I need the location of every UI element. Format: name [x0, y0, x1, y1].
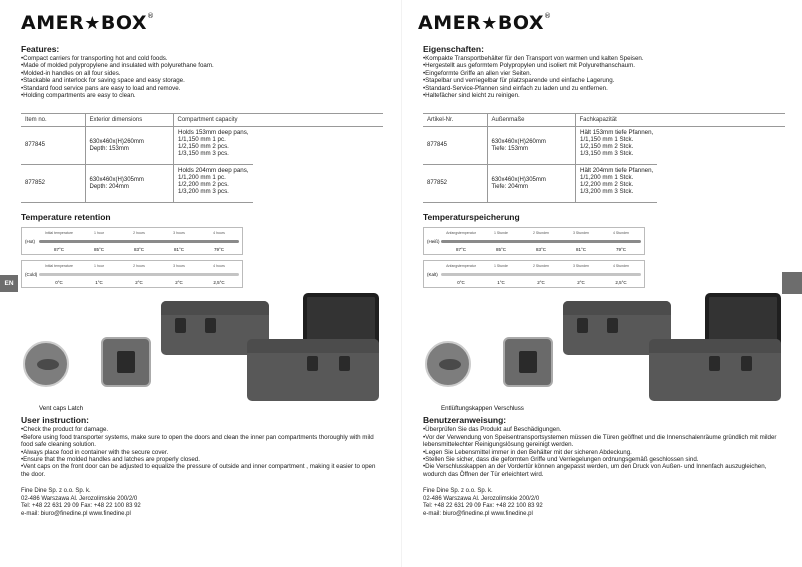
scale-label: 2 hours: [133, 264, 145, 269]
table-header-dimensions: Außenmaße: [487, 114, 575, 127]
table-row: [423, 165, 785, 203]
cold-scale-bar: [441, 273, 641, 276]
scale-label: 2,5°C: [213, 280, 225, 286]
table-cell-dimensions: 630x460x(H)260mm Tiefe: 153mm: [487, 127, 575, 165]
registered-mark: ®: [543, 12, 552, 20]
list-item: • Stellen Sie sicher, dass die geformten Griffe und Verriegelungen ordnungsgemäß geschlossen sind.: [423, 456, 788, 463]
scale-label: 1°C: [95, 280, 103, 286]
star-icon: ★: [481, 13, 498, 34]
list-item: • Überprüfen Sie das Produkt auf Beschädigungen.: [423, 426, 788, 433]
table-header-item: Item no.: [21, 114, 85, 127]
cold-temperature-scale: [21, 260, 243, 288]
cold-temperature-scale: [423, 260, 645, 288]
list-item: • Vor der Verwendung von Speisentransportsystemen müssen die Türen geöffnet und die Innenschalenräume gründlich mit milder lebensmittelechter Reinigungslösung gereinigt werden.: [423, 434, 788, 449]
scale-label: 1 Stunde: [493, 264, 508, 269]
cold-scale-label: (Kalt): [427, 272, 438, 278]
scale-label: 2,5°C: [615, 280, 627, 286]
list-item: • Before using food transporter systems, make sure to open the doors and clean the inner pan compartments thoroughly with mild food safe cleaning solution.: [21, 434, 381, 449]
brand-logo-text-after: BOX: [100, 12, 147, 34]
list-item: • Kompakte Transportbehälter für den Transport von warmen und kalten Speisen.: [423, 55, 788, 62]
instruction-list: [423, 426, 788, 478]
brand-logo: [21, 12, 154, 34]
features-list: [21, 55, 381, 99]
scale-label: Anfangstemperatur: [446, 231, 476, 236]
page-content: [423, 44, 788, 518]
table-cell-capacity: Holds 204mm deep pans, 1/1,200 mm 1 pc. 1/2,200 mm 2 pcs. 1/3,200 mm 3 pcs.: [173, 165, 253, 203]
list-item: • Always place food in container with the secure cover.: [21, 449, 381, 456]
photo-caption: Entlüftungskappen Verschluss: [441, 405, 524, 413]
table-cell-item: 877852: [423, 165, 487, 203]
scale-label: 3 Stunden: [573, 231, 589, 236]
scale-label: 2°C: [135, 280, 143, 286]
list-item: • Check the product for damage.: [21, 426, 381, 433]
scale-label: 3 hours: [173, 231, 185, 236]
list-item: • Ensure that the molded handles and latches are properly closed.: [21, 456, 381, 463]
list-item: • Standard-Service-Pfannen sind einfach zu laden und zu entfernen.: [423, 85, 788, 92]
hot-scale-ticks: [39, 231, 239, 235]
hot-temperature-scale: [423, 227, 645, 255]
features-heading: Features:: [21, 44, 60, 54]
brand-logo: [418, 12, 551, 34]
vent-cap-photo: [425, 341, 471, 387]
scale-label: 1 Stunde: [493, 231, 508, 236]
scale-label: Initial temperature: [44, 264, 73, 269]
list-item: • Hergestellt aus geformtem Polypropylen und isoliert mit Polyurethanschaum.: [423, 62, 788, 69]
scale-label: 81°C: [575, 247, 587, 253]
scale-label: 1 hour: [94, 264, 104, 269]
list-item: • Holding compartments are easy to clean.: [21, 92, 381, 99]
language-tab-en: EN: [0, 275, 18, 292]
product-photos: [21, 293, 381, 413]
table-cell-item: 877845: [21, 127, 85, 165]
list-item: • Stapelbar und verriegelbar für platzsparende und einfache Lagerung.: [423, 77, 788, 84]
scale-label: 85°C: [93, 247, 105, 253]
hot-scale-values: [39, 247, 239, 252]
table-header-item: Artikel-Nr.: [423, 114, 487, 127]
table-header-dimensions: Exterior dimensions: [85, 114, 173, 127]
scale-label: 83°C: [133, 247, 145, 253]
scale-label: 2 Stunden: [533, 231, 549, 236]
scale-label: 2 Stunden: [533, 264, 549, 269]
table-cell-capacity: Hält 153mm tiefe Pfannen, 1/1,150 mm 1 Stck. 1/2,150 mm 2 Stck. 1/3,150 mm 3 Stck.: [575, 127, 657, 165]
scale-label: 1°C: [497, 280, 505, 286]
page-content: [21, 44, 381, 518]
table-cell-dimensions: 630x460x(H)260mm Depth: 153mm: [85, 127, 173, 165]
brand-logo-text-after: BOX: [497, 12, 544, 34]
cold-scale-values: [441, 280, 641, 285]
user-instruction-heading: User instruction:: [21, 415, 90, 426]
table-cell-item: 877845: [423, 127, 487, 165]
table-cell-capacity: Holds 153mm deep pans, 1/1,150 mm 1 pc. 1/2,150 mm 2 pcs. 1/3,150 mm 3 pcs.: [173, 127, 253, 165]
scale-label: 81°C: [173, 247, 185, 253]
list-item: • Made of molded polypropylene and insulated with polyurethane foam.: [21, 62, 381, 69]
scale-label: 2°C: [175, 280, 183, 286]
scale-label: 85°C: [495, 247, 507, 253]
list-item: • Legen Sie Lebensmittel immer in den Behälter mit der sicheren Abdeckung.: [423, 449, 788, 456]
latch-photo: [101, 337, 151, 387]
list-item: • Molded-in handles on all four sides.: [21, 70, 381, 77]
scale-label: Initial temperature: [44, 231, 73, 236]
table-cell-dimensions: 630x460x(H)305mm Depth: 204mm: [85, 165, 173, 203]
instruction-list: [21, 426, 381, 478]
scale-label: 2°C: [537, 280, 545, 286]
table-cell-item: 877852: [21, 165, 85, 203]
scale-label: 4 hours: [213, 231, 225, 236]
hot-temperature-scale: [21, 227, 243, 255]
list-item: • Vent caps on the front door can be adjusted to equalize the pressure of outside and inner compartment , making it easier to open the door.: [21, 463, 381, 478]
list-item: • Standard food service pans are easy to load and remove.: [21, 85, 381, 92]
scale-label: Anfangstemperatur: [446, 264, 476, 269]
scale-label: 87°C: [455, 247, 467, 253]
list-item: • Eingeformte Griffe an allen vier Seiten.: [423, 70, 788, 77]
cold-scale-values: [39, 280, 239, 285]
latch-photo: [503, 337, 553, 387]
scale-label: 87°C: [53, 247, 65, 253]
scale-label: 1 hour: [94, 231, 104, 236]
features-heading: Eigenschaften:: [423, 44, 484, 54]
scale-label: 2 hours: [133, 231, 145, 236]
table-header-capacity: Fachkapazität: [575, 114, 785, 127]
cold-scale-ticks: [39, 264, 239, 268]
vent-cap-photo: [23, 341, 69, 387]
scale-label: 0°C: [55, 280, 63, 286]
brand-logo-text-before: AMER: [21, 12, 85, 34]
scale-label: 83°C: [535, 247, 547, 253]
hot-scale-label: (Hot): [25, 239, 35, 245]
cold-scale-ticks: [441, 264, 641, 268]
table-row: [423, 127, 785, 165]
scale-label: 79°C: [213, 247, 225, 253]
scale-label: 4 Stunden: [613, 264, 629, 269]
cold-scale-bar: [39, 273, 239, 276]
cold-scale-label: (Cold): [25, 272, 38, 278]
features-list: [423, 55, 788, 99]
company-address: Fine Dine Sp. z o.o. Sp. k. 02-486 Warszawa Al. Jerozolimskie 200/2/0 Tel: +48 22 631 29 09 Fax: +48 22 100 83 92 e-mail: biuro@finedine.pl www.finedine.pl: [21, 488, 141, 517]
table-cell-capacity: Hält 204mm tiefe Pfannen, 1/1,200 mm 1 Stck. 1/2,200 mm 2 Stck. 1/3,200 mm 3 Stck.: [575, 165, 657, 203]
scale-label: 3 hours: [173, 264, 185, 269]
product-photos: [423, 293, 788, 413]
scale-label: 4 hours: [213, 264, 225, 269]
temperature-heading: Temperature retention: [21, 212, 111, 223]
hot-scale-bar: [39, 240, 239, 243]
photo-caption: Vent caps Latch: [39, 405, 84, 413]
hot-scale-values: [441, 247, 641, 252]
hot-scale-ticks: [441, 231, 641, 235]
scale-label: 3 Stunden: [573, 264, 589, 269]
page-de: [401, 0, 802, 567]
carrier-open-photo: [247, 339, 379, 401]
list-item: • Haltefächer sind leicht zu reinigen.: [423, 92, 788, 99]
table-header-capacity: Compartment capacity: [173, 114, 383, 127]
user-instruction-heading: Benutzeranweisung:: [423, 415, 507, 426]
list-item: • Stackable and interlock for saving space and easy storage.: [21, 77, 381, 84]
scale-label: 79°C: [615, 247, 627, 253]
hot-scale-bar: [441, 240, 641, 243]
company-address: Fine Dine Sp. z o.o. Sp. k. 02-486 Warszawa Al. Jerozolimskie 200/2/0 Tel: +48 22 631 29 09 Fax: +48 22 100 83 92 e-mail: biuro@finedine.pl www.finedine.pl: [423, 488, 543, 517]
carrier-open-photo: [649, 339, 781, 401]
scale-label: 0°C: [457, 280, 465, 286]
temperature-heading: Temperaturspeicherung: [423, 212, 520, 223]
table-row: [21, 127, 383, 165]
list-item: • Compact carriers for transporting hot and cold foods.: [21, 55, 381, 62]
product-table: [21, 113, 383, 203]
list-item: • Die Verschlusskappen an der Vordertür können angepasst werden, um den Druck von Außen- und Innenfach auszugleichen, wodurch das Öffnen der Tür erleichtert wird.: [423, 463, 788, 478]
table-row: [21, 165, 383, 203]
table-cell-dimensions: 630x460x(H)305mm Tiefe: 204mm: [487, 165, 575, 203]
product-table: [423, 113, 785, 203]
scale-label: 4 Stunden: [613, 231, 629, 236]
brand-logo-text-before: AMER: [418, 12, 482, 34]
hot-scale-label: (Heiß): [427, 239, 440, 245]
star-icon: ★: [84, 13, 101, 34]
registered-mark: ®: [146, 12, 155, 20]
scale-label: 2°C: [577, 280, 585, 286]
